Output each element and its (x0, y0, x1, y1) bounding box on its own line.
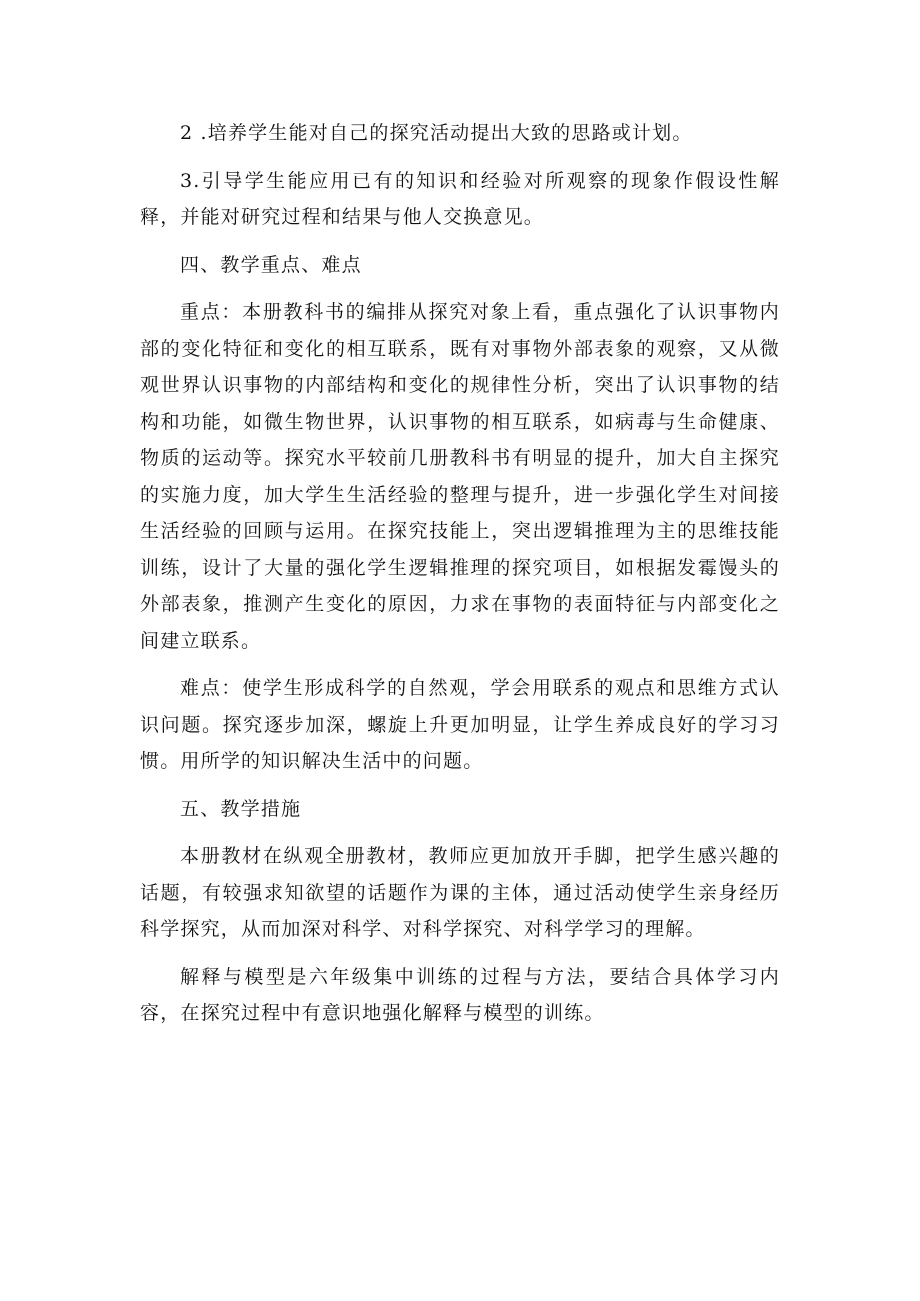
paragraph-measures-2: 解释与模型是六年级集中训练的过程与方法，要结合具体学习内容，在探究过程中有意识地强化解释与模型的训练。 (140, 965, 780, 1024)
document-body (140, 115, 780, 1032)
paragraph-measures-1: 本册教材在纵观全册教材，教师应更加放开手脚，把学生感兴趣的话题，有较强求知欲望的话题作为课的主体，通过活动使学生亲身经历科学探究，从而加深对科学、对科学探究、对科学学习的理解。 (140, 845, 780, 940)
paragraph-gap (140, 659, 780, 670)
paragraph-gap (140, 236, 780, 247)
paragraph-key-points: 重点：本册教科书的编排从探究对象上看，重点强化了认识事物内部的变化特征和变化的相互联系，既有对事物外部表象的观察，又从微观世界认识事物的内部结构和变化的规律性分析，突出了认识事物的结构和功能，如微生物世界，认识事物的相互联系，如病毒与生命健康、物质的运动等。探究水平较前几册教科书有明显的提升，加大自主探究的实施力度，加大学生生活经验的整理与提升，进一步强化学生对间接生活经验的回顾与运用。在探究技能上，突出逻辑推理为主的思维技能训练，设计了大量的强化学生逻辑推理的探究项目，如根据发霉馒头的外部表象，推测产生变化的原因，力求在事物的表面特征与内部变化之间建立联系。 (140, 301, 780, 652)
section-heading-teaching-measures: 五、教学措施 (180, 797, 302, 820)
paragraph-gap (140, 283, 780, 294)
paragraph-difficulties: 难点：使学生形成科学的自然观，学会用联系的观点和思维方式认识问题。探究逐步加深，螺旋上升更加明显，让学生养成良好的学习习惯。用所学的知识解决生活中的问题。 (140, 677, 780, 772)
paragraph-goal-2: 2 .培养学生能对自己的探究活动提出大致的思路或计划。 (180, 122, 693, 144)
section-heading-key-points: 四、教学重点、难点 (180, 253, 362, 276)
paragraph-gap (140, 152, 780, 163)
paragraph-gap (140, 780, 780, 791)
paragraph-goal-3: 3.引导学生能应用已有的知识和经验对所观察的现象作假设性解释，并能对研究过程和结果与他人交换意见。 (140, 169, 780, 228)
paragraph-gap (140, 827, 780, 838)
paragraph-gap (140, 948, 780, 959)
